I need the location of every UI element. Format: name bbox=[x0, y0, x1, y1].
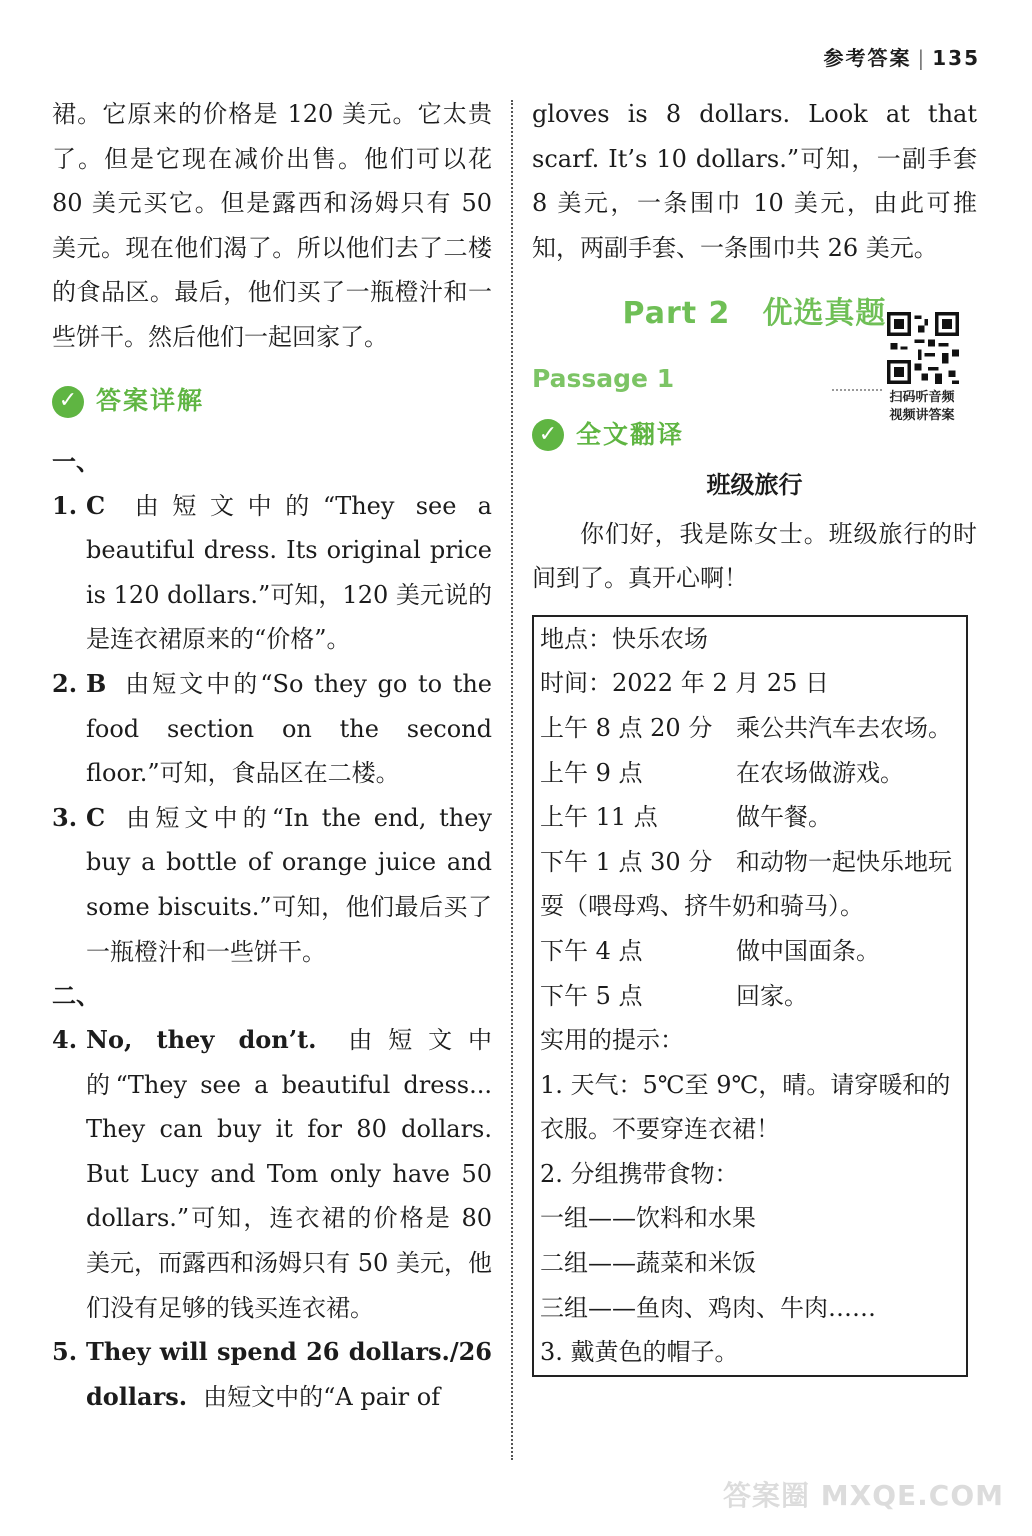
group-item: 二组——蔬菜和米饭 bbox=[540, 1249, 756, 1278]
schedule-row bbox=[540, 751, 960, 796]
question-item bbox=[52, 796, 492, 974]
qr-caption-line2: 视频讲答案 bbox=[889, 407, 955, 423]
passage-row bbox=[532, 347, 977, 423]
question-answer: B bbox=[86, 668, 107, 698]
qr-caption bbox=[867, 389, 977, 425]
notice-box bbox=[532, 615, 968, 1377]
schedule-row bbox=[540, 974, 960, 1019]
column-divider bbox=[511, 100, 513, 1460]
header-title: 参考答案 bbox=[823, 46, 912, 70]
group-item: 三组——鱼肉、鸡肉、牛肉…… bbox=[540, 1293, 876, 1322]
schedule-time: 下午 1 点 30 分 bbox=[540, 847, 713, 876]
check-icon: ✓ bbox=[52, 386, 84, 418]
question-explanation: 由短文中的“So they go to the food section on the second floor.”可知，食品区在二楼。 bbox=[86, 669, 492, 788]
schedule-row bbox=[540, 929, 960, 974]
header-separator: | bbox=[917, 46, 927, 70]
question-item bbox=[52, 1018, 492, 1330]
question-explanation: 由短文中的“In the end, they buy a bottle of orange juice and some biscuits.”可知，他们最后买了一瓶橙汁和一些饼干。 bbox=[86, 803, 492, 966]
schedule-row bbox=[540, 840, 960, 929]
answer-heading bbox=[52, 380, 492, 424]
question-number: 2. bbox=[52, 668, 78, 698]
schedule-row bbox=[540, 795, 960, 840]
question-answer: They will spend 26 dollars./26 dollars. bbox=[86, 1337, 492, 1411]
question-item bbox=[52, 1330, 492, 1419]
schedule-time: 上午 9 点 bbox=[540, 758, 643, 787]
question-item bbox=[52, 662, 492, 796]
watermark: 答案圈 MXQE.COM bbox=[723, 1479, 1004, 1512]
story-translation-end: 裙。它原来的价格是 120 美元。它太贵了。但是它现在减价出售。他们可以花 80 美元买它。但是露西和汤姆只有 50 美元。现在他们渴了。所以他们去了二楼的食品区。最后，他们买了一瓶橙汁和一些饼干。然后他们一起回家了。 bbox=[52, 100, 492, 351]
qr-code-icon[interactable] bbox=[887, 312, 959, 384]
schedule-activity: 做中国面条。 bbox=[736, 936, 880, 965]
question-number: 1. bbox=[52, 490, 78, 520]
section-two-label: 二、 bbox=[52, 982, 100, 1011]
tip-food: 2. 分组携带食物： bbox=[540, 1159, 739, 1188]
schedule-row bbox=[540, 706, 960, 751]
tips-heading: 实用的提示： bbox=[540, 1026, 684, 1055]
qr-caption-line1: 扫码听音频 bbox=[889, 389, 955, 405]
schedule-activity: 和动物一起快乐地玩耍（喂母鸡、挤牛奶和骑马）。 bbox=[540, 847, 952, 921]
question-answer: C bbox=[86, 490, 106, 520]
question-explanation: 由短文中的“A pair of bbox=[203, 1382, 441, 1411]
part-label: Part 2 bbox=[622, 296, 731, 332]
question-number: 4. bbox=[52, 1025, 78, 1055]
tip-weather: 1. 天气：5℃至 9℃，晴。请穿暖和的衣服。不要穿连衣裙！ bbox=[540, 1070, 951, 1144]
notice-place: 地点：快乐农场 bbox=[540, 624, 708, 653]
question-answer: C bbox=[86, 802, 106, 832]
question-number: 3. bbox=[52, 802, 78, 832]
right-column bbox=[532, 92, 977, 1377]
passage-label: Passage 1 bbox=[532, 363, 675, 393]
check-icon: ✓ bbox=[532, 419, 564, 451]
notice-date: 时间：2022 年 2 月 25 日 bbox=[540, 669, 830, 698]
page-number: 135 bbox=[932, 46, 980, 70]
tip-hat: 3. 戴黄色的帽子。 bbox=[540, 1338, 739, 1367]
schedule-activity: 做午餐。 bbox=[736, 803, 832, 832]
schedule-time: 下午 4 点 bbox=[540, 936, 643, 965]
part-name: 优选真题 bbox=[762, 296, 887, 332]
question-answer: No, they don’t. bbox=[86, 1025, 317, 1055]
schedule-time: 上午 11 点 bbox=[540, 803, 658, 832]
left-column bbox=[52, 92, 492, 1419]
question-explanation: 由短文中的“They see a beautiful dress... They can buy it for 80 dollars. But Lucy and Tom only have 50 dollars.”可知，连衣裙的价格是 80 美元，而露西和汤姆只有 50 美元，他们没有足够的钱买连衣裙。 bbox=[86, 1026, 492, 1322]
schedule-activity: 在农场做游戏。 bbox=[736, 758, 904, 787]
translation-heading-label: 全文翻译 bbox=[576, 419, 685, 449]
schedule-time: 上午 8 点 20 分 bbox=[540, 713, 713, 742]
question-item bbox=[52, 484, 492, 662]
section-one-label: 一、 bbox=[52, 447, 100, 476]
translation-intro: 你们好，我是陈女士。班级旅行的时间到了。真开心啊！ bbox=[532, 519, 977, 593]
group-item: 一组——饮料和水果 bbox=[540, 1204, 756, 1233]
translation-title: 班级旅行 bbox=[706, 470, 803, 499]
schedule-activity: 回家。 bbox=[736, 981, 808, 1010]
answer-heading-label: 答案详解 bbox=[96, 386, 205, 416]
page-header bbox=[824, 42, 981, 71]
schedule-activity: 乘公共汽车去农场。 bbox=[736, 713, 952, 742]
answer-continuation: gloves is 8 dollars. Look at that scarf. It’s 10 dollars.”可知，一副手套 8 美元，一条围巾 10 美元，由此可推知，两副手套、一条围巾共 26 美元。 bbox=[532, 100, 977, 262]
question-number: 5. bbox=[52, 1337, 78, 1367]
schedule-time: 下午 5 点 bbox=[540, 981, 643, 1010]
question-explanation: 由短文中的“They see a beautiful dress. Its original price is 120 dollars.”可知，120 美元说的是连衣裙原来的“价格”。 bbox=[86, 491, 492, 654]
